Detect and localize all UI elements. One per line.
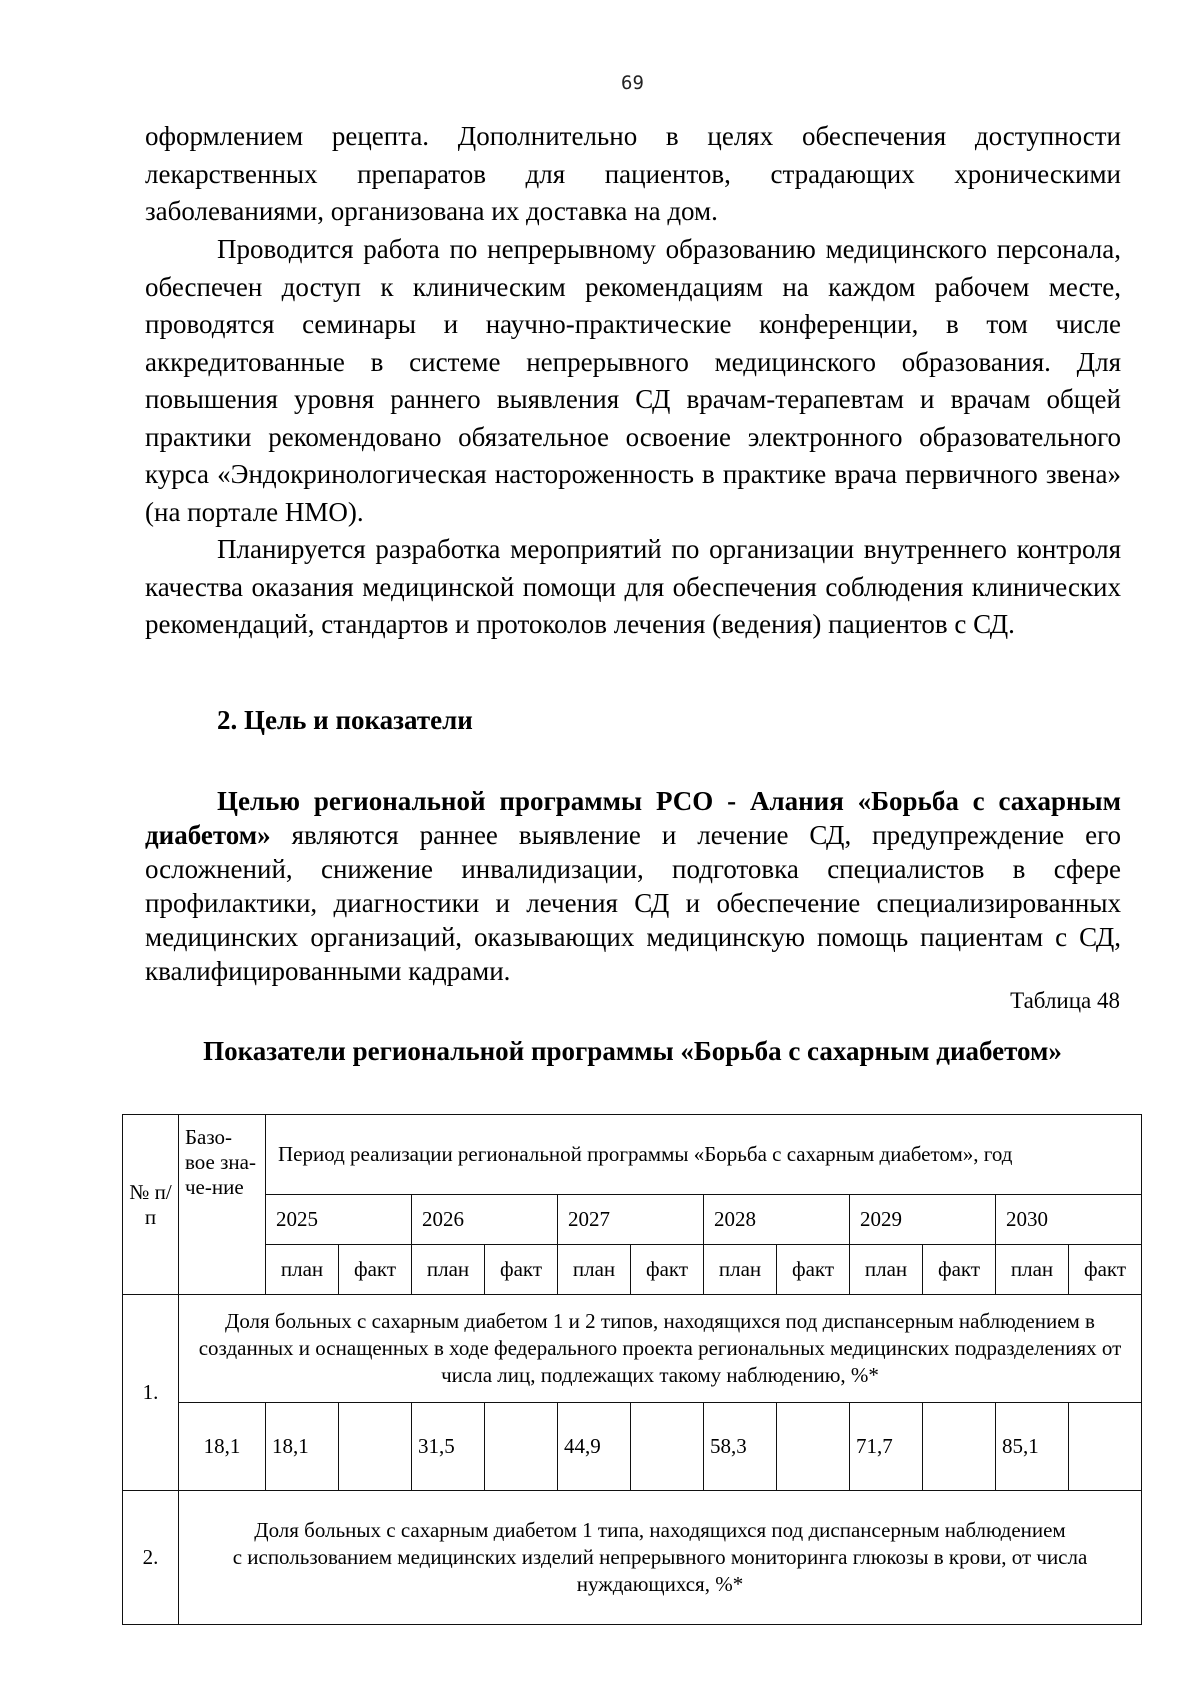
fact-header: факт xyxy=(923,1245,996,1295)
indicator-2-text-line1: Доля больных с сахарным диабетом 1 типа, находящихся под диспансерным наблюдением xyxy=(254,1518,1066,1542)
indicator-1-plan-2026: 31,5 xyxy=(412,1403,485,1491)
indicator-1-plan-2030: 85,1 xyxy=(996,1403,1069,1491)
col-num-header: № п/п xyxy=(123,1115,179,1295)
goal-rest: являются раннее выявление и лечение СД, предупреждение его осложнений, снижение инвалидизации, подготовка специалистов в сфере профилактики, диагностики и лечения СД и обеспечение специализированных медицинских организаций, оказывающих медицинскую помощь пациентам с СД, квалифицированными кадрами. xyxy=(145,820,1121,986)
fact-header: факт xyxy=(339,1245,412,1295)
indicator-1-plan-2025: 18,1 xyxy=(266,1403,339,1491)
plan-header: план xyxy=(266,1245,339,1295)
table-title: Показатели региональной программы «Борьба с сахарным диабетом» xyxy=(203,1036,1062,1066)
indicator-1-fact-2025 xyxy=(339,1403,412,1491)
table-label: Таблица 48 xyxy=(1010,988,1120,1013)
indicator-2-text xyxy=(179,1491,1142,1625)
indicator-1-plan-2027: 44,9 xyxy=(558,1403,631,1491)
year-header: 2026 xyxy=(412,1195,558,1245)
indicator-1-plan-2028: 58,3 xyxy=(704,1403,777,1491)
year-header: 2025 xyxy=(266,1195,412,1245)
year-header: 2030 xyxy=(996,1195,1142,1245)
section-heading: 2. Цель и показатели xyxy=(217,705,473,735)
goal-bold: Целью региональной программы РСО - Алания «Борьба с сахарным диабетом» xyxy=(145,786,1121,850)
col-base-header: Базо-вое зна-че-ние xyxy=(179,1115,266,1295)
page-number: 69 xyxy=(621,72,644,94)
plan-header: план xyxy=(996,1245,1069,1295)
indicator-1-fact-2029 xyxy=(923,1403,996,1491)
indicator-1-fact-2026 xyxy=(485,1403,558,1491)
indicator-1-fact-2028 xyxy=(777,1403,850,1491)
paragraph-3: Планируется разработка мероприятий по организации внутреннего контроля качества оказания медицинской помощи для обеспечения соблюдения клинических рекомендаций, стандартов и протоколов лечения (ведения) пациентов с СД. xyxy=(145,534,1121,639)
year-header: 2027 xyxy=(558,1195,704,1245)
indicator-2-text-line2: с использованием медицинских изделий непрерывного мониторинга глюкозы в крови, от числа нуждающихся, %* xyxy=(232,1545,1088,1596)
paragraph-1: оформлением рецепта. Дополнительно в целях обеспечения доступности лекарственных препаратов для пациентов, страдающих хроническими заболеваниями, организована их доставка на дом. xyxy=(145,121,1121,226)
year-header: 2028 xyxy=(704,1195,850,1245)
fact-header: факт xyxy=(485,1245,558,1295)
fact-header: факт xyxy=(631,1245,704,1295)
indicator-1-base: 18,1 xyxy=(179,1403,266,1491)
indicator-1-fact-2030 xyxy=(1069,1403,1142,1491)
period-header: Период реализации региональной программы «Борьба с сахарным диабетом», год xyxy=(266,1115,1142,1195)
goal-paragraph xyxy=(145,784,1121,988)
indicator-2-num: 2. xyxy=(123,1491,179,1625)
fact-header: факт xyxy=(777,1245,850,1295)
indicator-1-plan-2029: 71,7 xyxy=(850,1403,923,1491)
indicator-1-num: 1. xyxy=(123,1295,179,1491)
year-header: 2029 xyxy=(850,1195,996,1245)
indicator-1-text: Доля больных с сахарным диабетом 1 и 2 типов, находящихся под диспансерным наблюдением в созданных и оснащенных в ходе федерального проекта региональных медицинских подразделениях от числа лиц, подлежащих такому наблюдению, %* xyxy=(179,1295,1142,1403)
indicators-table xyxy=(122,1114,1142,1625)
fact-header: факт xyxy=(1069,1245,1142,1295)
plan-header: план xyxy=(850,1245,923,1295)
plan-header: план xyxy=(704,1245,777,1295)
plan-header: план xyxy=(558,1245,631,1295)
plan-header: план xyxy=(412,1245,485,1295)
paragraph-2: Проводится работа по непрерывному образованию медицинского персонала, обеспечен доступ к клиническим рекомендациям на каждом рабочем месте, проводятся семинары и научно-практические конференции, в том числе аккредитованные в системе непрерывного медицинского образования. Для повышения уровня раннего выявления СД врачам-терапевтам и врачам общей практики рекомендовано обязательное освоение электронного образовательного курса «Эндокринологическая настороженность в практике врача первичного звена» (на портале НМО). xyxy=(145,234,1121,527)
indicator-1-fact-2027 xyxy=(631,1403,704,1491)
